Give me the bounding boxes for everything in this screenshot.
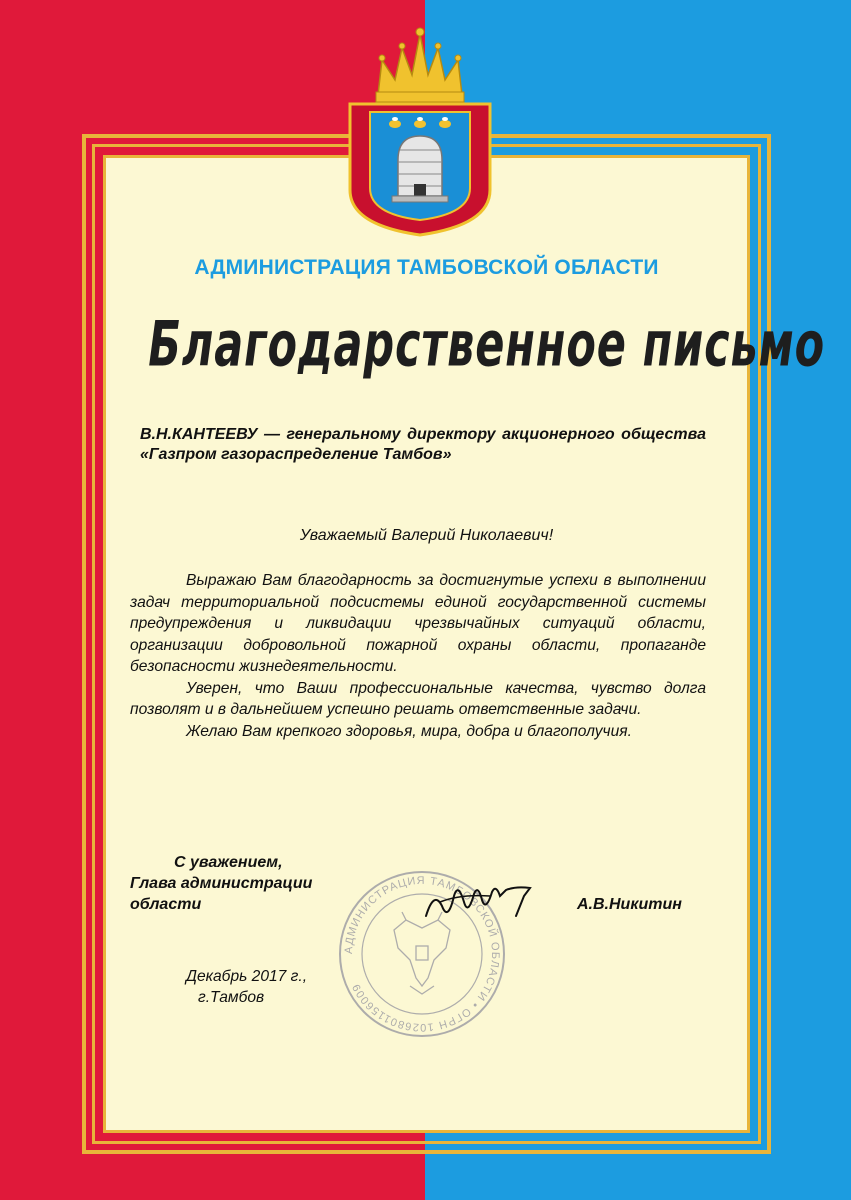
coat-of-arms-emblem [340,20,500,240]
seal-text: АДМИНИСТРАЦИЯ ТАМБОВСКОЙ ОБЛАСТИ • ОГРН 1026801156009 [342,874,502,1034]
beehive-icon [392,136,448,202]
signer-name: А.В.Никитин [577,896,682,913]
handwritten-signature [420,872,540,932]
closing-block [130,852,390,915]
letter-body [130,570,706,742]
city-line: г.Тамбов [198,989,265,1006]
organization-title: АДМИНИСТРАЦИЯ ТАМБОВСКОЙ ОБЛАСТИ [194,256,659,279]
closing-line: С уважением, [174,854,283,871]
date-line: Декабрь 2017 г., [186,968,308,985]
body-paragraph: Уверен, что Ваши профессиональные качества, чувство долга позволят и в дальнейшем успешно решать ответственные задачи. [130,679,706,718]
body-paragraph: Желаю Вам крепкого здоровья, мира, добра и благополучия. [186,722,632,740]
body-paragraph: Выражаю Вам благодарность за достигнутые успехи в выполнении задач территориальной подсистемы единой государственной системы предупреждения и ликвидации чрезвычайных ситуаций области, организации добровольной пожарной охраны области, пропаганде безопасности жизнедеятельности. [130,572,706,675]
greeting: Уважаемый Валерий Николаевич! [299,527,554,544]
recipient: В.Н.КАНТЕЕВУ — генеральному директору акционерного общества «Газпром газораспределение Тамбов» [140,426,706,463]
document-title: Благодарственное письмо [148,308,825,381]
closing-line: Глава администрации [130,875,313,892]
date-block [186,966,307,1008]
closing-line: области [130,896,202,913]
crown-icon [376,28,464,102]
